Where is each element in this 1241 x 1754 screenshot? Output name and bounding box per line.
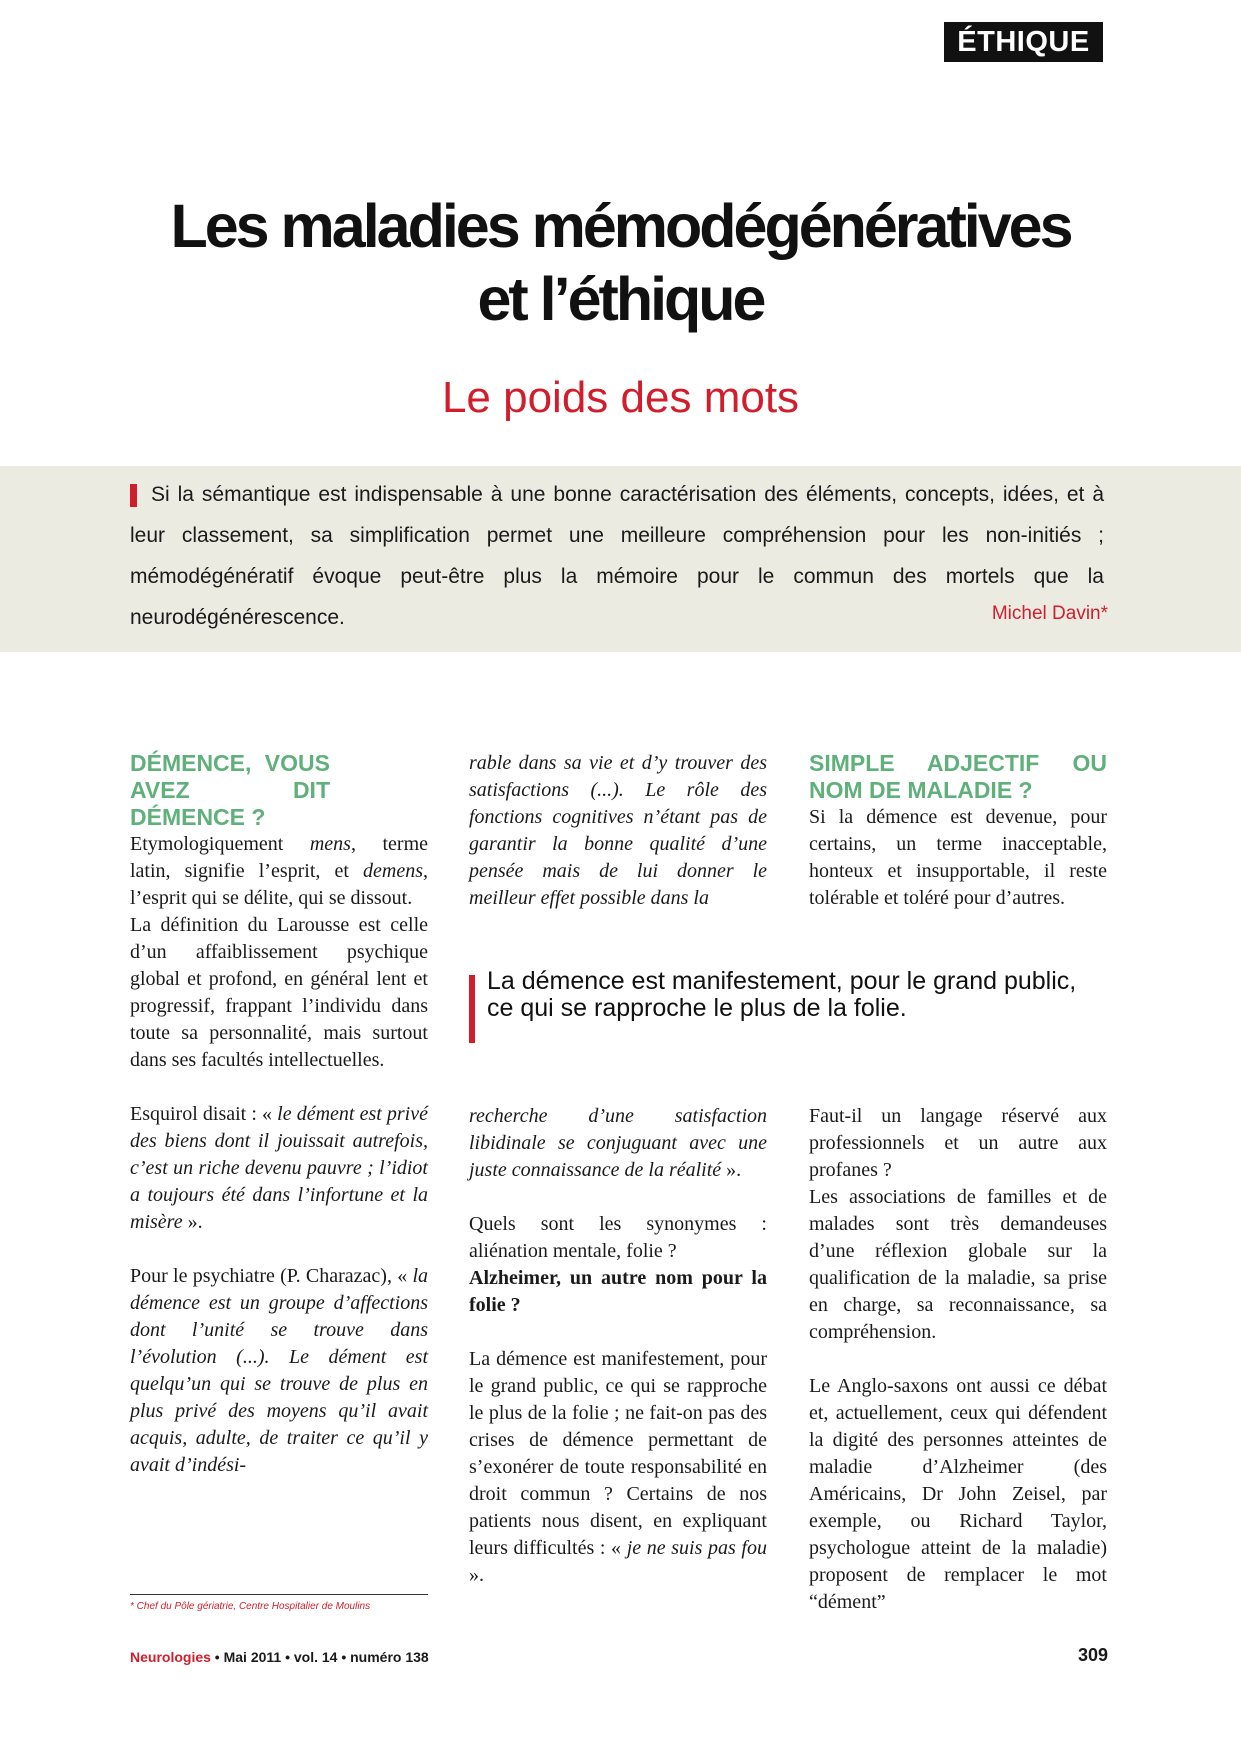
- abstract-text: Si la sémantique est indispensable à une bonne caractérisation des éléments, concepts, idées, et à leur classement, sa simplification permet une meilleure compréhension pour les non-initiés ; mémodégénératif évoque peut-être plus la mémoire pour le commun des mortels que la neurodégénérescence.: [130, 483, 1104, 629]
- column-2-top: [469, 750, 767, 912]
- article-subtitle: Le poids des mots: [441, 373, 800, 422]
- column-1: [130, 750, 428, 1479]
- issue-details: • Mai 2011 • vol. 14 • numéro 138: [210, 1649, 429, 1665]
- paragraph: Faut-il un langage réservé aux professionnels et un autre aux profanes ?: [809, 1105, 1107, 1181]
- paragraph: La démence est manifestement, pour le grand public, ce qui se rapproche le plus de la folie ; ne fait-on pas des crises de démence permettant de s’exonérer de toute responsabilité en droit commun ? Certains de nos patients nous disent, en expliquant leurs difficultés : « je ne suis pas fou ».: [469, 1348, 767, 1586]
- column-3-bottom: [809, 1103, 1107, 1616]
- section-heading-adjectif: SIMPLE ADJECTIF OU NOM DE MALADIE ?: [809, 750, 1107, 803]
- paragraph: recherche d’une satisfaction libidinale se conjuguant avec une juste connaissance de la réalité ».: [469, 1105, 767, 1181]
- article-title-line1: Les maladies mémodégénératives: [170, 192, 1071, 260]
- paragraph: rable dans sa vie et d’y trouver des satisfactions (...). Le rôle des fonctions cognitives n’étant pas de garantir la bonne qualité d’une pensée mais de lui donner le meilleur effet possible dans la: [469, 752, 767, 909]
- column-2-bottom: [469, 1103, 767, 1589]
- section-tag: [944, 22, 1103, 62]
- footnote: * Chef du Pôle gériatrie, Centre Hospitalier de Moulins: [130, 1601, 371, 1612]
- subheading: Alzheimer, un autre nom pour la folie ?: [469, 1267, 767, 1316]
- pull-quote: La démence est manifestement, pour le grand public, ce qui se rapproche le plus de la folie.: [487, 967, 1077, 1022]
- paragraph: Les associations de familles et de malades sont très demandeuses d’une réflexion globale sur la qualification de la maladie, sa prise en charge, sa reconnaissance, sa compréhension.: [809, 1186, 1107, 1343]
- paragraph: Si la démence est devenue, pour certains, un terme inacceptable, honteux et insupportable, il reste tolérable et toléré pour d’autres.: [809, 806, 1107, 909]
- pull-quote-marker: [469, 975, 475, 1043]
- paragraph: Le Anglo-saxons ont aussi ce débat et, actuellement, ceux qui défendent la digité des personnes atteintes de maladie d’Alzheimer (des Américains, Dr John Zeisel, par exemple, ou Richard Taylor, psychologue atteint de la maladie) proposent de remplacer le mot “dément”: [809, 1375, 1107, 1613]
- section-tag-label: ÉTHIQUE: [944, 22, 1103, 62]
- paragraph: Quels sont les synonymes : aliénation mentale, folie ?: [469, 1213, 767, 1262]
- paragraph: La définition du Larousse est celle d’un affaiblissement psychique global et profond, en général lent et progressif, frappant l’individu dans toute sa personnalité, mais surtout dans ses facultés intellectuelles.: [130, 914, 428, 1071]
- author-name: Michel Davin*: [991, 603, 1108, 624]
- column-3-top: [809, 750, 1107, 912]
- paragraph: Pour le psychiatre (P. Charazac), « la démence est un groupe d’affections dont l’unité se trouve dans l’évolution (...). Le dément est quelqu’un qui se trouve de plus en plus privé des moyens qu’il avait acquis, adulte, de traiter ce qu’il y avait d’indési-: [130, 1265, 428, 1476]
- article-title-line2: et l’éthique: [477, 265, 764, 333]
- footnote-rule: [130, 1594, 428, 1595]
- journal-name: Neurologies: [130, 1649, 211, 1665]
- section-heading-demence: DÉMENCE, VOUS AVEZ DIT DÉMENCE ?: [130, 750, 330, 830]
- footer-citation: [130, 1649, 429, 1665]
- page-number: 309: [1077, 1645, 1108, 1665]
- paragraph: Esquirol disait : « le dément est privé des biens dont il jouissait autrefois, c’est un riche devenu pauvre ; l’idiot a toujours été dans l’infortune et la misère ».: [130, 1103, 428, 1233]
- paragraph: Etymologiquement mens, terme latin, signifie l’esprit, et demens, l’esprit qui se délite, qui se dissout.: [130, 833, 429, 909]
